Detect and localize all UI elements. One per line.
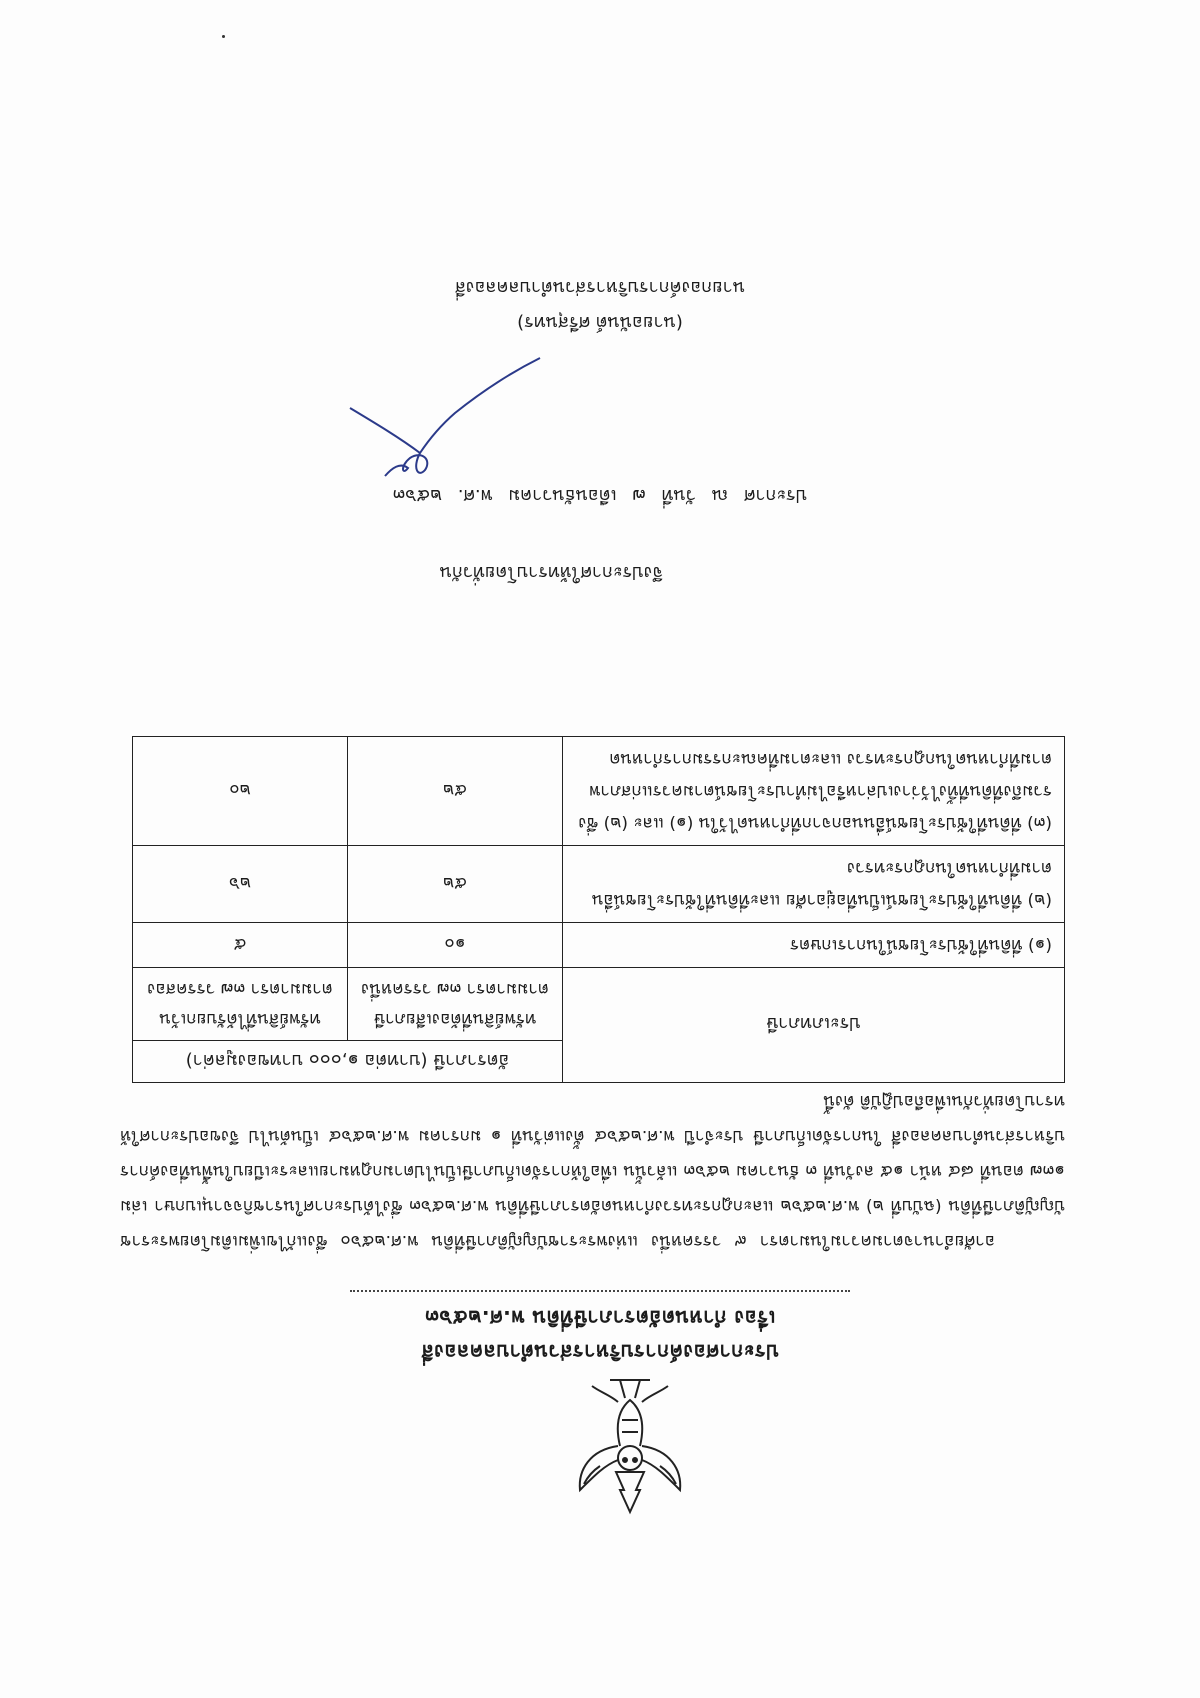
signature-mark [340, 348, 550, 498]
row-description: (๓) ที่ดินที่ใช้ประโยชน์อื่นนอกจากที่กำหนดไว้ใน (๑) และ (๒) ซึ่งรวมถึงที่ดินที่ทิ้งไว้ว่างเปล่าหรือไม่ทำประโยชน์ตามควรแก่สภาพ ตามที่กำหนดในกฎกระทรวง และตามที่คณะกรรมการกำหนด [563, 737, 1065, 846]
row-rate-taxable: ๕๒ [348, 846, 563, 923]
dotted-divider [350, 1290, 850, 1292]
row-rate-exempt: ๒๐ [133, 737, 348, 846]
tax-rate-table [132, 736, 1065, 1083]
subheader-taxable: ทรัพย์สินที่ต้องเสียภาษี ตามมาตรา ๓๗ วรรคหนึ่ง [348, 968, 563, 1041]
row-description: (๑) ที่ดินที่ใช้ประโยชน์ในการเกษตร [563, 923, 1065, 968]
subheader-exempt: ทรัพย์สินที่ได้รับยกเว้น ตามมาตรา ๓๗ วรรคสอง [133, 968, 348, 1041]
table-row [133, 923, 1065, 968]
row-rate-exempt: ๒๖ [133, 846, 348, 923]
scan-speck [222, 35, 225, 38]
announcement-line: จึงประกาศให้ทราบโดยทั่วกัน [439, 562, 663, 583]
garuda-emblem-icon [570, 1375, 690, 1520]
header-tax-type: ประเภทภาษี [563, 968, 1065, 1083]
issued-date-line: ประกาศ ณ วันที่ ๗ เดือนธันวาคม พ.ศ. ๒๕๖๓ [392, 485, 808, 506]
row-rate-taxable: ๕๒ [348, 737, 563, 846]
document-title: ประกาศองค์การบริหารส่วนตำบลคลองสี่ [421, 1340, 779, 1364]
signer-name: (นายอนันต์ ศรีสุนทร) [517, 312, 683, 333]
signer-position: นายกองค์การบริหารส่วนตำบลคลองสี่ [454, 277, 746, 298]
table-header-row [133, 1041, 1065, 1083]
header-tax-rate: อัตราภาษี (บาทต่อ ๑,๐๐๐ บาทของมูลค่า) [133, 1041, 563, 1083]
table-row [133, 737, 1065, 846]
row-rate-taxable: ๑๐ [348, 923, 563, 968]
row-rate-exempt: ๕ [133, 923, 348, 968]
body-paragraph: อาศัยอำนาจตามความในมาตรา ๙ วรรคหนึ่ง แห่งพระราชบัญญัติภาษีที่ดิน พ.ศ.๒๕๖๐ ซึ่งแก้ไขเพิ่มเติมโดยพระราชบัญญัติภาษีที่ดิน (ฉบับที่ ๒) พ.ศ.๒๕๖๒ และกฎกระทรวงกำหนดอัตราภาษีที่ดิน พ.ศ.๒๕๖๓ ซึ่งได้ประกาศในราชกิจจานุเบกษา เล่ม ๑๓๗ ตอนที่ ๘๔ หน้า ๑๕ ลงวันที่ ๓ ธันวาคม ๒๕๖๓ แล้วนั้น เพื่อให้การจัดเก็บภาษีเป็นไปตามกฎหมายและระเบียบในพื้นที่องค์การบริหารส่วนตำบลคลองสี่ ในการจัดเก็บภาษี ประจำปี พ.ศ.๒๕๖๔ ตั้งแต่วันที่ ๑ มกราคม พ.ศ.๒๕๖๔ เป็นต้นไป จึงขอประกาศให้ทราบโดยทั่วกันเพื่อถือปฏิบัติ ดังนี้ [120, 1091, 1065, 1251]
document-subject: เรื่อง กำหนดอัตราภาษีที่ดิน พ.ศ.๒๕๖๓ [424, 1306, 776, 1330]
row-description: (๒) ที่ดินที่ใช้ประโยชน์เป็นที่อยู่อาศัย และที่ดินที่ใช้ประโยชน์อื่นตามที่กำหนดในกฎกระทรวง [563, 846, 1065, 923]
table-row [133, 846, 1065, 923]
